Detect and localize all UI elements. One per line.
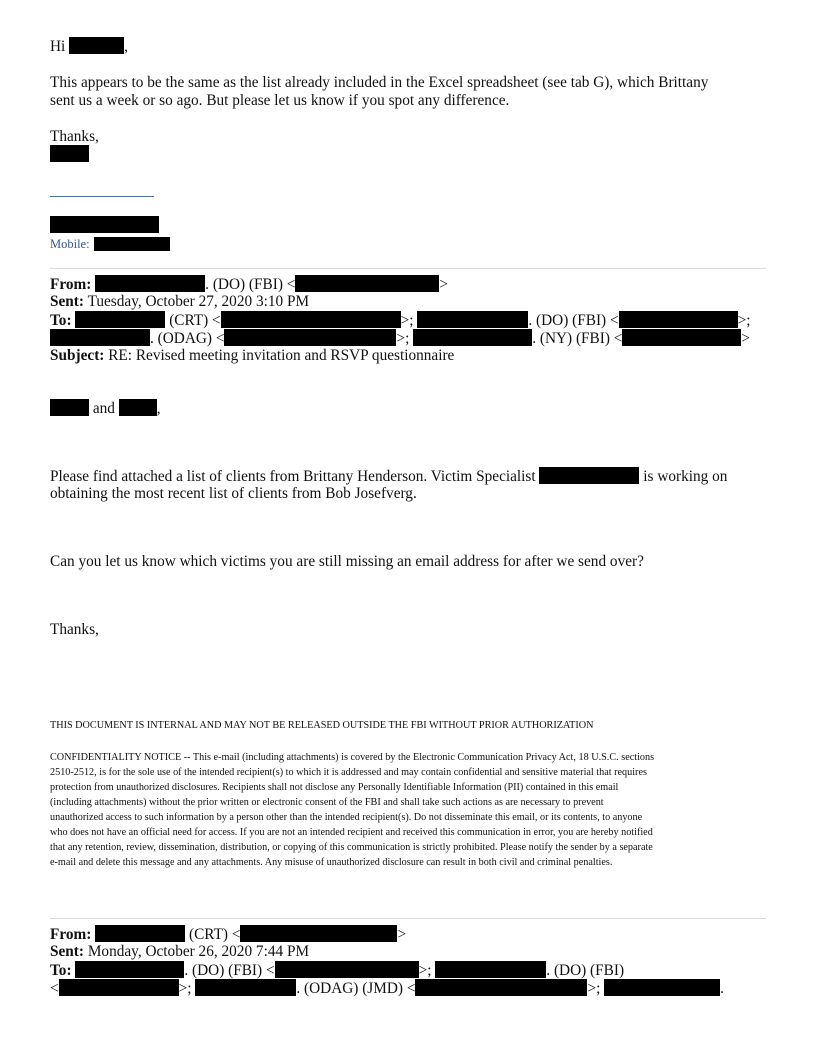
confidentiality-line: protection from unauthorized disclosures. Recipients shall not disclose any Personally Identifiable Information (PII) contained in this email	[50, 782, 619, 793]
redaction-block	[295, 275, 439, 292]
to-text: . (NY) (FBI) <	[532, 330, 623, 347]
body-text: is working on	[643, 468, 728, 485]
body-text: Please find attached a list of clients from Brittany Henderson. Victim Specialist	[50, 468, 536, 485]
salutation-and: and	[92, 400, 115, 417]
redaction-block	[69, 37, 124, 54]
to-text: (CRT) <	[165, 312, 221, 329]
confidentiality-line: (including attachments) without the prior written or electronic consent of the FBI and shall take such actions as are necessary to prevent	[50, 797, 604, 808]
confidentiality-line: 2510-2512, is for the sole use of the intended recipient(s) to which it is addressed and may contain confidential and sensitive material that requires	[50, 767, 647, 778]
email1-to-line-2	[50, 329, 750, 348]
redaction-block	[95, 925, 185, 942]
email1-signoff: Thanks,	[50, 621, 99, 638]
sent-label: Sent:	[50, 943, 84, 960]
confidentiality-line: e-mail and delete this message and any attachments. Any misuse of unauthorized disclosure can result in both civil and criminal penalties.	[50, 857, 613, 868]
reply-paragraph-line-1: This appears to be the same as the list already included in the Excel spreadsheet (see tab G), which Brittany	[50, 74, 709, 91]
sent-label: Sent:	[50, 293, 84, 310]
email-separator	[50, 268, 766, 269]
redaction-block	[604, 979, 720, 996]
email2-from-line	[50, 925, 406, 944]
confidentiality-line: that any retention, review, dissemination, distribution, or copying of this communication is strictly prohibited. Please notify the sender by a separate	[50, 842, 653, 853]
email1-to-line-1	[50, 311, 750, 330]
confidentiality-line: who does not have an official need for access. If you are not an intended recipient and received this communication in error, you are hereby notified	[50, 827, 653, 838]
sent-value: Tuesday, October 27, 2020 3:10 PM	[87, 293, 310, 310]
redaction-block	[275, 961, 419, 978]
redaction-block	[119, 399, 157, 416]
mobile-label: Mobile:	[50, 237, 90, 251]
email2-to-line-2	[50, 979, 724, 998]
to-text: . (ODAG) (JMD) <	[296, 980, 416, 997]
redaction-block	[221, 311, 401, 328]
punct: >;	[587, 980, 601, 997]
reply-greeting-line	[50, 37, 128, 56]
punct: >;	[400, 312, 414, 329]
redaction-block	[195, 979, 296, 996]
redaction-block	[50, 216, 159, 233]
punct: <	[50, 980, 59, 997]
subject-value: RE: Revised meeting invitation and RSVP questionnaire	[108, 347, 455, 364]
to-text: . (DO) (FBI)	[546, 962, 625, 979]
punct: .	[720, 980, 724, 997]
redaction-block	[95, 275, 205, 292]
email1-sent-line	[50, 293, 309, 311]
email1-body-line-1	[50, 467, 727, 486]
to-text: . (ODAG) <	[150, 330, 225, 347]
email1-salutation	[50, 399, 161, 418]
confidentiality-line: CONFIDENTIALITY NOTICE -- This e-mail (including attachments) is covered by the Electronic Communication Privacy Act, 18 U.S.C. sections	[50, 752, 655, 763]
redaction-block	[224, 329, 396, 346]
punct: >	[439, 276, 449, 293]
punct: >;	[178, 980, 192, 997]
from-label: From:	[50, 276, 92, 293]
reply-signature-name	[50, 145, 89, 164]
sent-value: Monday, October 26, 2020 7:44 PM	[87, 943, 310, 960]
redaction-block	[50, 399, 89, 416]
punct: >;	[418, 962, 432, 979]
punct: >	[397, 926, 407, 943]
redaction-block	[240, 925, 397, 942]
punct: ,	[156, 400, 161, 417]
confidentiality-notice	[50, 750, 654, 870]
redaction-block	[539, 467, 639, 484]
signature-mobile-line	[50, 235, 170, 253]
confidentiality-line: unauthorized access to such information by a person other than the intended recipient(s). Do not disseminate this email, or its contents, to anyone	[50, 812, 643, 823]
redaction-block	[622, 329, 741, 346]
email1-body-line-2: obtaining the most recent list of clients from Bob Josefverg.	[50, 485, 417, 502]
subject-label: Subject:	[50, 347, 105, 364]
signature-title	[50, 216, 159, 235]
to-text: . (DO) (FBI) <	[184, 962, 275, 979]
email2-to-line-1	[50, 961, 624, 980]
reply-greeting: Hi	[50, 38, 66, 55]
punct: ,	[124, 38, 128, 55]
redaction-block	[75, 961, 184, 978]
email1-from-line	[50, 275, 448, 294]
from-org: . (DO) (FBI) <	[205, 276, 296, 293]
redaction-block	[50, 145, 89, 162]
reply-signoff: Thanks,	[50, 128, 99, 145]
punct: >;	[737, 312, 751, 329]
email2-sent-line	[50, 943, 309, 961]
internal-notice: THIS DOCUMENT IS INTERNAL AND MAY NOT BE RELEASED OUTSIDE THE FBI WITHOUT PRIOR AUTHORIZATION	[50, 720, 594, 731]
from-org: (CRT) <	[185, 926, 241, 943]
email1-subject-line	[50, 347, 454, 365]
redaction-block	[413, 329, 532, 346]
to-text: . (DO) (FBI) <	[528, 312, 619, 329]
redaction-block	[417, 311, 528, 328]
punct: >;	[396, 330, 410, 347]
redaction-block	[75, 311, 165, 328]
from-label: From:	[50, 926, 92, 943]
punct: >	[741, 330, 751, 347]
redaction-block	[94, 237, 170, 251]
email1-body-question: Can you let us know which victims you are still missing an email address for after we send over?	[50, 553, 644, 570]
redaction-block	[619, 311, 738, 328]
to-label: To:	[50, 312, 72, 329]
redaction-block	[50, 329, 150, 346]
redaction-block	[435, 961, 546, 978]
email-separator	[50, 918, 766, 919]
reply-paragraph-line-2: sent us a week or so ago. But please let us know if you spot any difference.	[50, 92, 510, 109]
redaction-block	[415, 979, 587, 996]
redaction-block	[59, 979, 179, 996]
signature-divider	[50, 196, 154, 197]
to-label: To:	[50, 962, 72, 979]
